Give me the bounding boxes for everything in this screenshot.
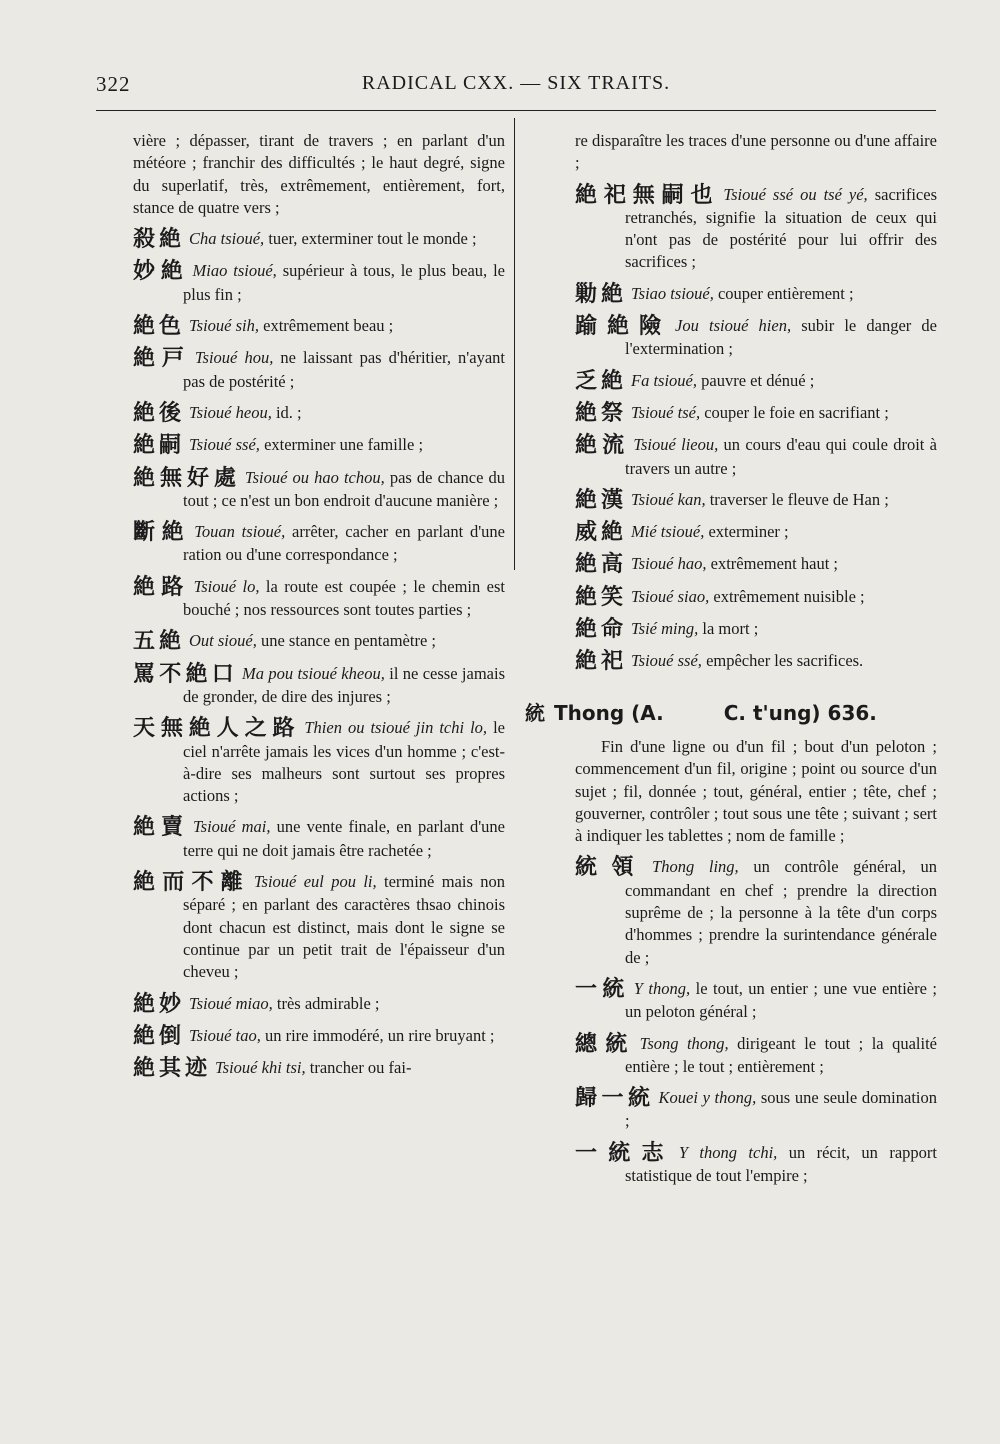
dictionary-entry xyxy=(575,978,937,1024)
definition: terminé mais non séparé ; en parlant des caractères thsao chinois dont chacun est distinct, mais dont le signe se continue par un petit trait de l'épaisseur d'un cheveu ; xyxy=(183,872,505,982)
dictionary-entry xyxy=(575,1087,937,1133)
romanization: Mié tsioué, xyxy=(631,522,705,542)
right-entries xyxy=(575,184,937,674)
dictionary-entry xyxy=(575,402,937,425)
headword: 絶漢 xyxy=(575,487,628,513)
romanization: Tsioué tao, xyxy=(189,1025,261,1045)
page-header xyxy=(96,72,936,106)
headword: 一統志 xyxy=(575,1140,675,1166)
dictionary-entry xyxy=(133,816,505,862)
dictionary-entry xyxy=(133,434,505,457)
headword: 絶賣 xyxy=(133,815,190,841)
dictionary-entry xyxy=(133,402,505,425)
headword: 五絶 xyxy=(133,629,186,655)
continuation-text: re disparaître les traces d'une personne ou d'une affaire ; xyxy=(575,131,937,173)
definition: le tout, un entier ; une vue entière ; un peloton général ; xyxy=(625,978,938,1022)
headword: 絶無好處 xyxy=(133,465,241,491)
romanization: Ma pou tsioué kheou, xyxy=(242,663,385,683)
dictionary-entry xyxy=(575,1033,937,1079)
romanization: Tsioué mai, xyxy=(193,817,271,837)
dictionary-entry xyxy=(133,467,505,513)
romanization: Tsioué siao, xyxy=(631,586,710,606)
section-character: 統 xyxy=(525,700,545,725)
dictionary-entry xyxy=(575,856,937,968)
romanization: Tsioué lieou, xyxy=(633,435,719,455)
headword: 絶祀無嗣也 xyxy=(575,182,720,208)
romanization: Tsiao tsioué, xyxy=(631,283,714,303)
romanization: Kouei y thong, xyxy=(658,1088,757,1108)
right-column xyxy=(525,130,938,1196)
continuation-text: vière ; dépasser, tirant de travers ; en parlant d'un météore ; franchir des difficultés ; le haut degré, signe du superlatif, très, extrêmement, entièrement, fort, stance de quatre vers ; xyxy=(133,131,505,217)
dictionary-entry xyxy=(575,553,937,576)
definition: arrêter, cacher en parlant d'une ration ou d'une correspondance ; xyxy=(183,522,505,565)
dictionary-entry xyxy=(575,586,937,609)
definition: un récit, un rapport statistique de tout l'empire ; xyxy=(625,1142,937,1185)
definition: un contrôle général, un commandant en chef ; prendre la direction suprême de ; la personne à la tête d'un corps d'hommes ; prendre la surintendance générale de ; xyxy=(625,857,937,967)
romanization: Tsioué tsé, xyxy=(631,402,701,422)
definition: exterminer une famille ; xyxy=(264,435,424,455)
section-cantonese: C. t'ung) 636. xyxy=(723,700,877,725)
headword: 踰絶險 xyxy=(575,314,672,340)
romanization: Thong ling, xyxy=(652,857,739,877)
headword: 絶祭 xyxy=(575,400,628,426)
dictionary-entry xyxy=(575,315,937,361)
header-rule xyxy=(96,110,936,111)
headword: 絶嗣 xyxy=(133,433,186,459)
headword: 絶路 xyxy=(133,574,190,600)
definition: extrêmement haut ; xyxy=(710,554,839,574)
romanization: Tsié ming, xyxy=(631,619,699,639)
definition: trancher ou fai- xyxy=(309,1058,412,1078)
romanization: Tsioué eul pou li, xyxy=(253,872,377,892)
headword: 統領 xyxy=(575,855,649,881)
dictionary-entry xyxy=(133,630,505,653)
definition: sacrifices retranchés, signifie la situation de ceux qui n'ont pas de postérité pour lui offrir des sacrifices ; xyxy=(625,184,937,272)
definition: une stance en pentamètre ; xyxy=(260,631,436,651)
definition: un rire immodéré, un rire bruyant ; xyxy=(264,1025,495,1045)
headword: 絶妙 xyxy=(133,991,186,1017)
definition: empêcher les sacrifices. xyxy=(706,651,864,671)
definition: id. ; xyxy=(275,402,302,422)
dictionary-entry xyxy=(575,283,937,306)
romanization: Tsioué hao, xyxy=(631,554,707,574)
headword: 天無絶人之路 xyxy=(133,716,301,742)
dictionary-entry xyxy=(575,184,937,274)
definition: ne laissant pas d'héritier, n'ayant pas de postérité ; xyxy=(183,348,506,391)
headword: 絶祀 xyxy=(575,649,628,675)
romanization: Y thong tchi, xyxy=(678,1142,778,1162)
definition: il ne cesse jamais de gronder, de dire des injures ; xyxy=(183,663,505,706)
romanization: Jou tsioué hien, xyxy=(675,316,792,336)
romanization: Out sioué, xyxy=(189,631,257,651)
dictionary-entry xyxy=(133,871,505,983)
romanization: Cha tsioué, xyxy=(189,229,265,249)
definition: subir le danger de l'extermination ; xyxy=(625,316,937,359)
definition: extrêmement nuisible ; xyxy=(713,586,865,606)
section-heading xyxy=(525,702,937,724)
dictionary-entry xyxy=(575,434,937,480)
headword: 絶流 xyxy=(575,433,630,459)
dictionary-entry xyxy=(133,260,505,306)
dictionary-entry xyxy=(133,576,505,622)
headword: 殺絶 xyxy=(133,227,186,253)
headword: 斷絶 xyxy=(133,520,191,546)
definition: tuer, exterminer tout le monde ; xyxy=(268,229,477,249)
headword: 絶後 xyxy=(133,400,186,426)
section-entries xyxy=(575,856,937,1187)
headword: 絶戸 xyxy=(133,346,191,372)
dictionary-entry xyxy=(575,650,937,673)
definition: la mort ; xyxy=(702,619,759,639)
romanization: Y thong, xyxy=(633,978,691,998)
definition: couper entièrement ; xyxy=(717,283,854,303)
romanization: Fa tsioué, xyxy=(631,370,698,390)
definition: traverser le fleuve de Han ; xyxy=(709,489,889,509)
headword: 威絶 xyxy=(575,520,628,546)
headword: 一統 xyxy=(575,976,630,1002)
dictionary-entry xyxy=(133,1025,505,1048)
dictionary-entry xyxy=(575,370,937,393)
section-title: Thong (A. xyxy=(553,700,664,725)
romanization: Thien ou tsioué jin tchi lo, xyxy=(304,718,488,738)
romanization: Tsioué ou hao tchou, xyxy=(244,467,385,487)
romanization: Tsioué hou, xyxy=(194,348,274,368)
definition: sous une seule domination ; xyxy=(625,1088,938,1131)
dictionary-entry xyxy=(133,315,505,338)
romanization: Tsioué ssé, xyxy=(189,435,260,455)
romanization: Miao tsioué, xyxy=(192,261,277,281)
dictionary-entry xyxy=(133,717,505,807)
dictionary-entry xyxy=(133,347,505,393)
left-column xyxy=(133,130,505,1089)
definition: dirigeant le tout ; la qualité entière ; le tout ; entièrement ; xyxy=(625,1033,937,1076)
definition: une vente finale, en parlant d'une terre qui ne doit jamais être rachetée ; xyxy=(183,817,505,860)
romanization: Tsioué khi tsi, xyxy=(215,1058,306,1078)
running-title: RADICAL CXX. — SIX TRAITS. xyxy=(361,72,671,94)
headword: 絶笑 xyxy=(575,584,628,610)
definition: un cours d'eau qui coule droit à travers un autre ; xyxy=(625,435,937,478)
dictionary-entry xyxy=(133,663,505,709)
left-entries xyxy=(133,228,505,1080)
dictionary-entry xyxy=(575,1142,937,1188)
definition: supérieur à tous, le plus beau, le plus fin ; xyxy=(183,261,505,304)
headword: 妙絶 xyxy=(133,259,189,285)
headword: 絶倒 xyxy=(133,1023,186,1049)
dictionary-entry xyxy=(575,521,937,544)
dictionary-entry xyxy=(133,521,505,567)
headword: 乏絶 xyxy=(575,368,628,394)
dictionary-entry xyxy=(133,228,505,251)
headword: 總統 xyxy=(575,1031,636,1057)
definition: exterminer ; xyxy=(708,522,789,542)
dictionary-entry xyxy=(133,1057,505,1080)
definition: pas de chance du tout ; ce n'est un bon endroit d'aucune manière ; xyxy=(183,467,505,510)
headword: 絶色 xyxy=(133,314,186,340)
headword: 歸一統 xyxy=(575,1086,655,1112)
romanization: Tsioué miao, xyxy=(189,993,273,1013)
headword: 絶而不離 xyxy=(133,870,250,896)
definition: très admirable ; xyxy=(276,993,380,1013)
headword: 絶高 xyxy=(575,552,628,578)
dictionary-entry xyxy=(575,489,937,512)
dictionary-entry xyxy=(575,618,937,641)
romanization: Tsioué kan, xyxy=(631,489,706,509)
page-number: 322 xyxy=(96,72,131,96)
column-divider xyxy=(514,118,515,570)
romanization: Tsioué sih, xyxy=(189,316,260,336)
definition: extrêmement beau ; xyxy=(263,316,394,336)
headword: 勦絶 xyxy=(575,281,628,307)
headword: 絶其迹 xyxy=(133,1056,212,1082)
romanization: Tsioué heou, xyxy=(189,402,272,422)
romanization: Tsong thong, xyxy=(639,1033,729,1053)
definition: la route est coupée ; le chemin est bouché ; nos ressources sont toutes parties ; xyxy=(183,576,506,620)
definition: le ciel n'arrête jamais les vices d'un homme ; c'est-à-dire ses malheurs sont surtout ses propres actions ; xyxy=(183,718,505,806)
romanization: Tsioué lo, xyxy=(193,576,260,596)
romanization: Tsioué ssé, xyxy=(631,651,702,671)
definition: couper le foie en sacrifiant ; xyxy=(704,402,889,422)
romanization: Touan tsioué, xyxy=(194,522,286,542)
definition: pauvre et dénué ; xyxy=(701,370,815,390)
dictionary-entry xyxy=(133,993,505,1016)
section-definition: Fin d'une ligne ou d'un fil ; bout d'un peloton ; commencement d'un fil, origine ; point ou source d'un sujet ; fil, donnée ; tout, général, entier ; tête, chef ; gouverner, contrôler ; tout sous une tête ; suivant ; sert à indiquer les tablettes ; nom de famille ; xyxy=(575,736,937,846)
headword: 絶命 xyxy=(575,617,628,643)
headword: 罵不絶口 xyxy=(133,661,239,687)
romanization: Tsioué ssé ou tsé yé, xyxy=(723,184,868,204)
